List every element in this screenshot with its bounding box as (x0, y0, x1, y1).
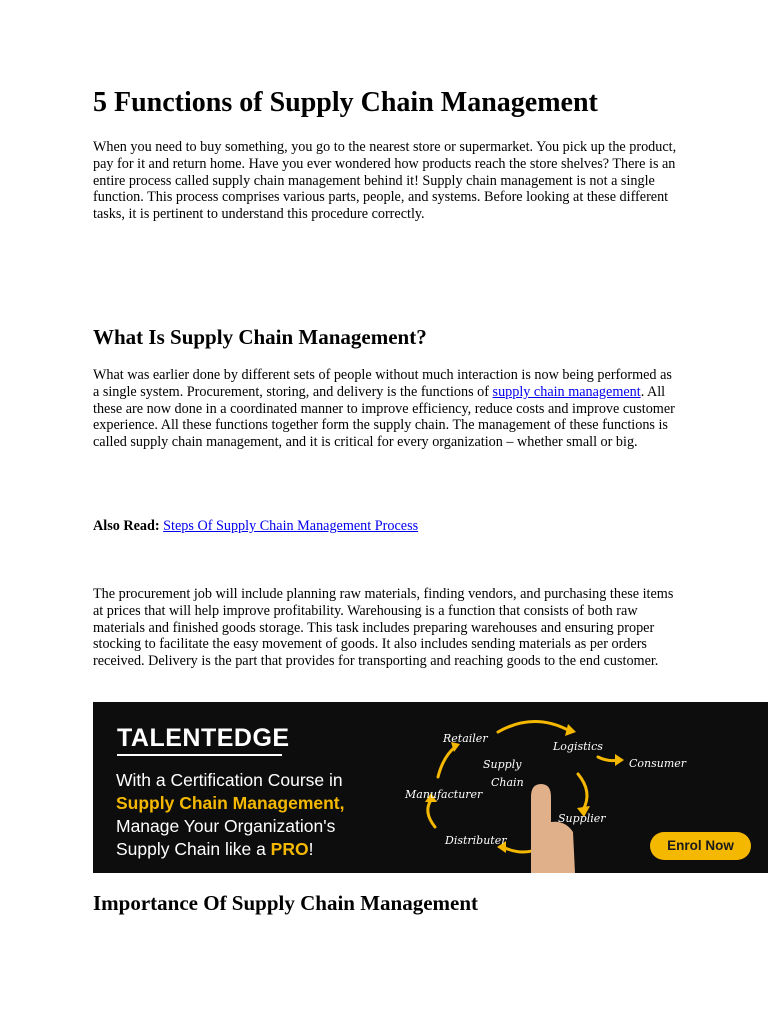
course-banner[interactable] (93, 702, 768, 873)
arrow-retailer-logistics (498, 721, 568, 732)
banner-line-4-suffix: ! (308, 839, 314, 859)
diagram-center-line-2: Chain (491, 776, 524, 789)
also-read-link[interactable]: Steps Of Supply Chain Management Process (163, 518, 419, 534)
logo-underline (117, 754, 282, 756)
definition-text-before: What was earlier done by different sets of people without much interaction is now being performed as a single system. Procurement, storing, and delivery is the functions of (93, 367, 672, 400)
banner-line-3: Manage Your Organization's (116, 816, 336, 836)
banner-line-4-prefix: Supply Chain like a (116, 839, 271, 859)
banner-line-1: With a Certification Course in (116, 770, 343, 790)
banner-line-2: Supply Chain Management, (116, 793, 345, 813)
section-heading-importance: Importance Of Supply Chain Management (93, 891, 479, 915)
also-read-label: Also Read: (93, 518, 160, 534)
diagram-node-retailer: Retailer (443, 732, 488, 745)
banner-pro-highlight: PRO (270, 839, 309, 859)
also-read (93, 518, 678, 535)
arrowhead-1 (565, 724, 576, 736)
arrow-manufacturer-retailer (438, 747, 455, 777)
procurement-paragraph: The procurement job will include planning raw materials, finding vendors, and purchasing these items at prices that will help improve profitability. Warehousing is a function that consists of both raw materials and finished goods storage. This task includes preparing warehouses and ensuring proper stocking to facilitate the easy movement of goods. It also includes sending materials as per orders received. Delivery is the part that provides for transporting and reaching goods to the end customer. (93, 586, 674, 670)
supply-chain-management-link[interactable]: supply chain management (492, 383, 641, 400)
definition-paragraph (93, 367, 678, 451)
arrow-distributer-manufacturer (428, 800, 435, 827)
definition-text-after: . All these are now done in a coordinated manner to improve efficiency, reduce costs and improve customer experience. All these functions together form the supply chain. The management of these functions is called supply chain management, and it is critical for every organization – whether small or big. (93, 383, 675, 451)
diagram-node-manufacturer: Manufacturer (405, 788, 483, 801)
banner-line-4 (116, 839, 313, 860)
enrol-now-button[interactable]: Enrol Now (650, 832, 751, 860)
diagram-node-logistics: Logistics (553, 740, 603, 753)
diagram-center-line-1: Supply (483, 758, 522, 771)
arrow-logistics-supplier (578, 774, 587, 810)
section-heading-what-is: What Is Supply Chain Management? (93, 325, 427, 349)
pointing-hand-icon (531, 784, 575, 873)
intro-paragraph: When you need to buy something, you go to the nearest store or supermarket. You pick up the product, pay for it and return home. Have you ever wondered how products reach the store shelves? There is an entire process called supply chain management behind it! Supply chain management is not a single function. This process comprises various parts, people, and systems. Before looking at these different tasks, it is pertinent to understand this procedure correctly. (93, 139, 677, 223)
arrowhead-2 (615, 754, 624, 766)
diagram-node-consumer: Consumer (629, 757, 687, 770)
page-title: 5 Functions of Supply Chain Management (93, 87, 598, 118)
diagram-node-distributer: Distributer (445, 834, 507, 847)
diagram-node-supplier: Supplier (558, 812, 606, 825)
talentedge-logo: TALENTEDGE (117, 724, 290, 752)
